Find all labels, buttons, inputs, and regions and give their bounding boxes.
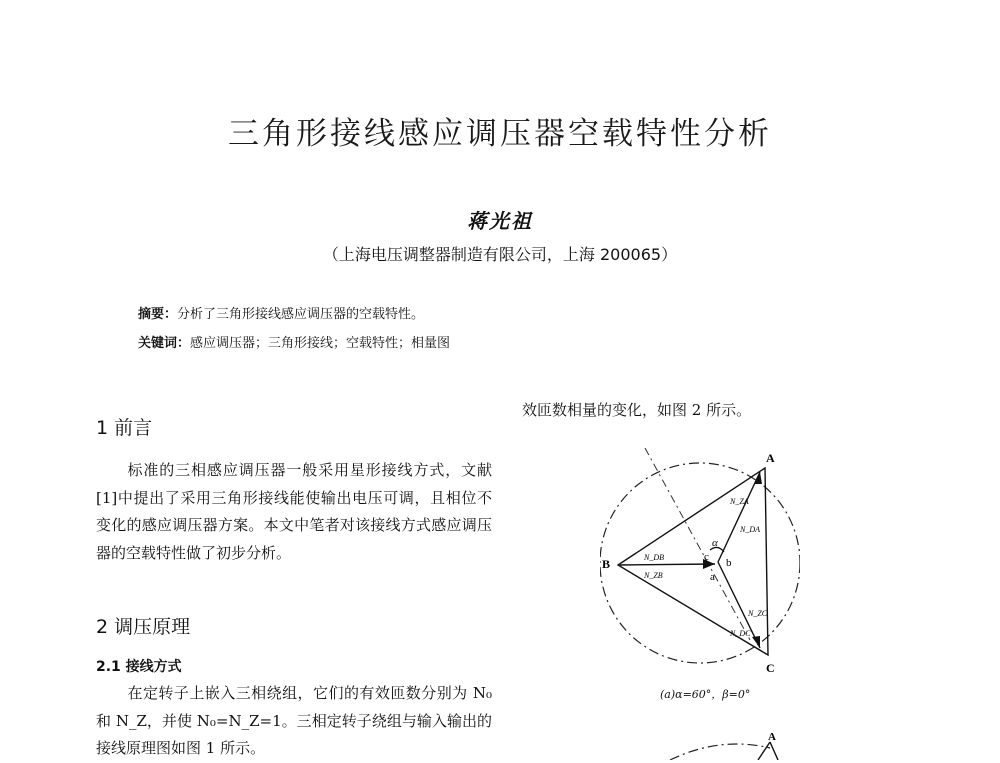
section-2-heading: 2 调压原理 [96,616,191,638]
phasor-diagram-b-partial [650,728,810,760]
label-B: B [602,557,611,571]
label-c: c [704,551,709,563]
section-1-paragraph: 标准的三相感应调压器一般采用星形接线方式，文献[1]中提出了采用三角形接线能使输出电压可调，且相位不变化的感应调压器方案。本文中笔者对该接线方式感应调压器的空载特性做了初步分析。 [96,461,492,562]
affiliation: （上海电压调整器制造有限公司，上海 200065） [322,245,678,264]
keywords-text: 感应调压器；三角形接线；空载特性；相量图 [190,336,451,351]
author-name: 蒋光祖 [467,209,533,233]
abstract [138,303,424,322]
rotor-circle-b [670,744,770,760]
label-nzb: N_ZB [644,571,663,580]
label-C: C [766,661,775,675]
label-A: A [766,451,775,465]
keywords [138,332,450,351]
label-nzc: N_ZC [748,609,768,618]
keywords-label: 关键词： [138,336,191,351]
paper-title: 三角形接线感应调压器空载特性分析 [228,116,772,152]
phasor-ndb [620,564,715,565]
label-ndb: N_DB [644,553,664,562]
label-nda: N_DA [740,525,760,534]
phasor-diagram-a [600,440,800,685]
section-1-heading: 1 前言 [96,417,153,439]
phasor-b-1 [758,742,770,760]
label-alpha: α [712,537,718,549]
label-b: b [726,557,732,569]
label-a: a [710,571,715,583]
label-nza: N_ZA [730,497,749,506]
axis-line [645,448,750,640]
phasor-b-2 [770,742,778,760]
rotor-circle [600,463,800,663]
abstract-text: 分析了三角形接线感应调压器的空载特性。 [177,307,425,322]
section-2-1-paragraph: 在定转子上嵌入三相绕组，它们的有效匝数分别为 N₀ 和 N_Z，并使 N₀=N_Z=1。三相定转子绕组与输入输出的接线原理图如图 1 所示。 [96,684,492,757]
label-ndc: N_DC [730,629,751,638]
figure-a-caption: (a)α=60°，β=0° [660,688,751,701]
right-column-text: 效匝数相量的变化，如图 2 所示。 [522,401,752,419]
subsection-2-1-heading: 2.1 接线方式 [96,659,182,675]
label-A-b: A [768,731,776,743]
abstract-label: 摘要： [138,307,178,322]
